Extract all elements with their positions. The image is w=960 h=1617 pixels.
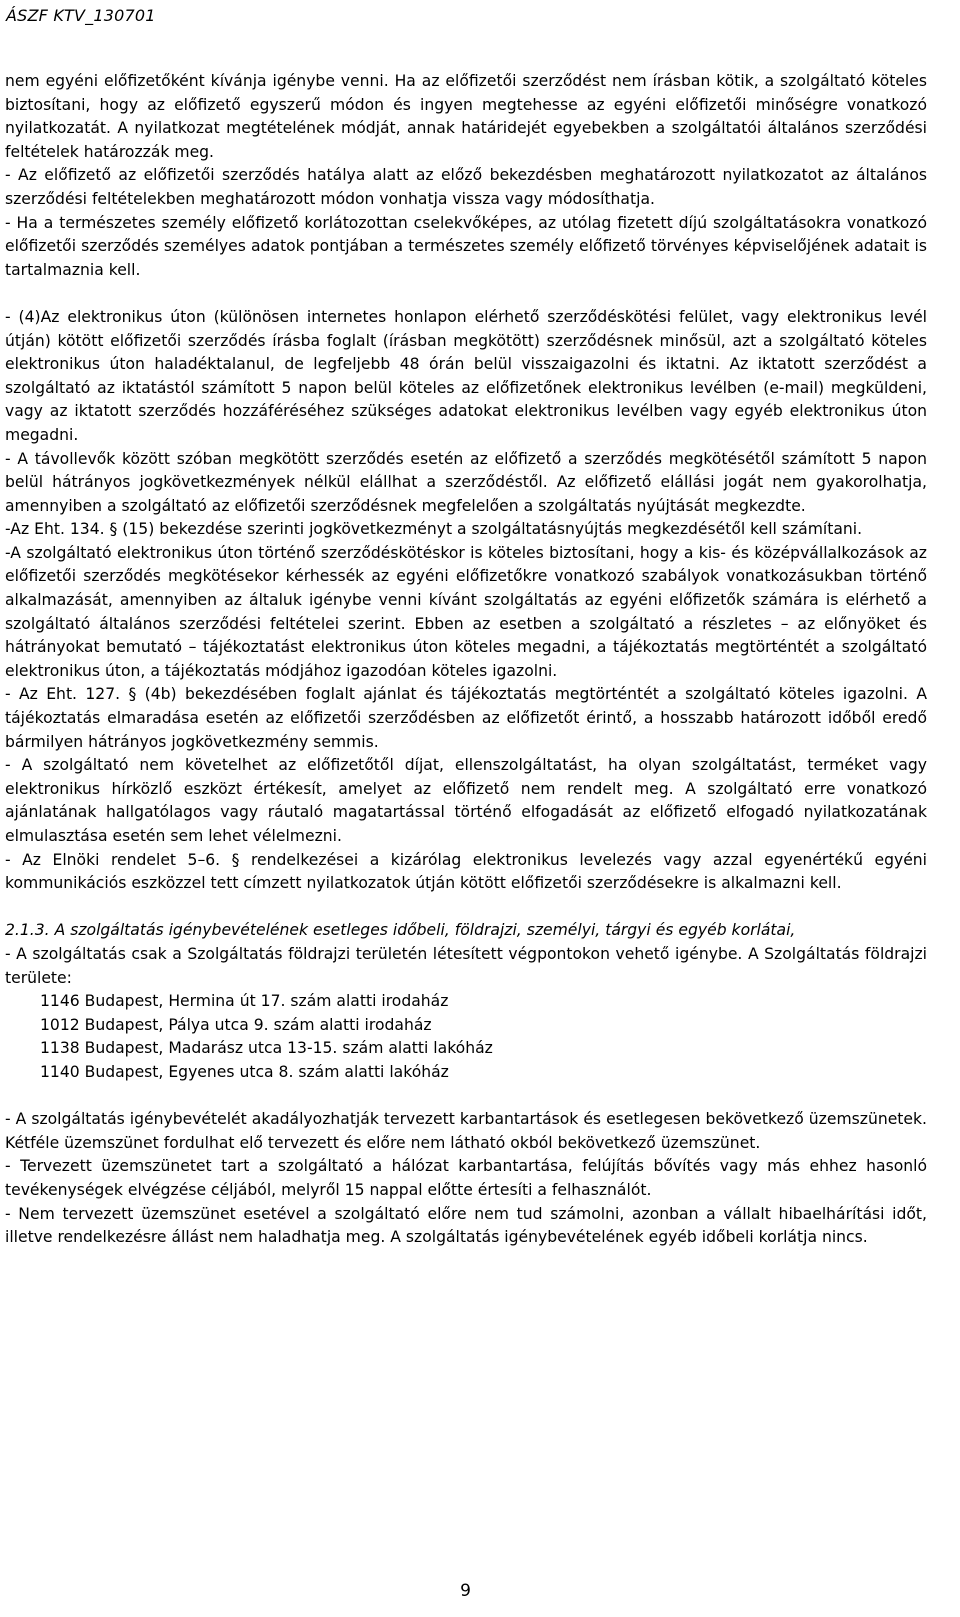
address-item: 1146 Budapest, Hermina út 17. szám alatti irodaház xyxy=(40,992,449,1011)
document-body xyxy=(5,70,927,1250)
address-item: 1140 Budapest, Egyenes utca 8. szám alatti lakóház xyxy=(40,1062,449,1081)
spacer xyxy=(5,1085,927,1109)
spacer xyxy=(5,282,927,306)
paragraph: - A távollevők között szóban megkötött szerződés esetén az előfizető a szerződés megkötésétől számított 5 napon belül hátrányos jogkövetkezmények nélkül elállhat a szerződéstől. Az előfizető elállási jogát nem gyakorolhatja, amennyiben a szolgáltató az előfizetői szerződésnek megfelelően a szolgáltatás nyújtását megkezdte. xyxy=(5,449,927,515)
indented-paragraph: - Nem tervezett üzemszünet esetével a szolgáltató előre nem tud számolni, azonban a vállalt hibaelhárítási időt, illetve rendelkezésre állást nem haladhatja meg. A szolgáltatás igénybevételének egyéb időbeli korlátja nincs. xyxy=(5,1204,927,1247)
document-header: ÁSZF KTV_130701 xyxy=(6,6,156,25)
paragraph: - A szolgáltató nem követelhet az előfizetőtől díjat, ellenszolgáltatást, ha olyan szolgáltatást, terméket vagy elektronikus hírközlő eszközt értékesít, amelyet az előfizető nem rendelt meg. A szolgáltató erre vonatkozó ajánlatának hallgatólagos vagy ráutaló magatartással történő elfogadását az előfizető elfogadó nyilatkozatának elmulasztása esetén sem lehet vélelmezni. xyxy=(5,756,927,845)
paragraph: - A szolgáltatás csak a Szolgáltatás földrajzi területén létesített végpontokon vehető igénybe. A Szolgáltatás földrajzi területe: xyxy=(5,944,927,987)
paragraph: - A szolgáltatás igénybevételét akadályozhatják tervezett karbantartások és esetlegesen bekövetkező üzemszünetek. Kétféle üzemszünet fordulhat elő tervezett és előre nem látható okból bekövetkező üzemszünet. xyxy=(5,1110,927,1152)
paragraph: - Ha a természetes személy előfizető korlátozottan cselekvőképes, az utólag fizetett díjú szolgáltatásokra vonatkozó előfizetői szerződés személyes adatok pontjában a természetes személy előfizető törvényes képviselőjének adatait is tartalmaznia kell. xyxy=(5,213,927,279)
address-list xyxy=(40,990,927,1084)
section-heading: 2.1.3. A szolgáltatás igénybevételének esetleges időbeli, földrajzi, személyi, tárgyi és egyéb korlátai, xyxy=(5,921,796,940)
paragraph: - Az előfizető az előfizetői szerződés hatálya alatt az előző bekezdésben meghatározott nyilatkozatot az általános szerződési feltételekben meghatározott módon vonhatja vissza vagy módosíthatja. xyxy=(5,166,927,208)
paragraph: nem egyéni előfizetőként kívánja igénybe venni. Ha az előfizetői szerződést nem írásban kötik, a szolgáltató köteles biztosítani, hogy az előfizető egyszerű módon és ingyen megtehesse az egyéni előfizetői minőségre vonatkozó nyilatkozatát. A nyilatkozat megtételének módját, annak határidejét egyebekben a szolgáltatói általános szerződési feltételek határozzák meg. xyxy=(5,72,927,161)
paragraph: - Az Elnöki rendelet 5–6. § rendelkezései a kizárólag elektronikus levelezés vagy azzal egyenértékű egyéni kommunikációs eszközzel tett címzett nyilatkozatok útján kötött előfizetői szerződésekre is alkalmazni kell. xyxy=(5,850,927,893)
paragraph: -A szolgáltató elektronikus úton történő szerződéskötéskor is köteles biztosítani, hogy a kis- és középvállalkozások az előfizetői szerződés megkötésekor kérhessék az egyéni előfizetőkre vonatkozó szabályok vonatkozásukban történő alkalmazását, amennyiben az általuk igénybe venni kívánt szolgáltatás az egyéni előfizetők számára is elérhető a szolgáltató általános szerződési feltételei szerint. Ebben az esetben a szolgáltató a részletes – az előnyöket és hátrányokat bemutató – tájékoztatást elektronikus úton köteles megadni, a tájékoztatás megtörténtét a szolgáltató elektronikus úton, a tájékoztatás módjához igazodóan köteles igazolni. xyxy=(5,543,927,680)
indented-paragraph: - Tervezett üzemszünetet tart a szolgáltató a hálózat karbantartása, felújítás bővítés vagy más ehhez hasonló tevékenységek elvégzése céljából, melyről 15 nappal előtte értesíti a felhasználót. xyxy=(5,1157,927,1199)
page-number: 9 xyxy=(460,1581,471,1601)
paragraph: - (4)Az elektronikus úton (különösen internetes honlapon elérhető szerződéskötési felület, vagy elektronikus levél útján) kötött előfizetői szerződés írásba foglalt (írásban megkötött) szerződésnek minősül, azt a szolgáltató köteles elektronikus úton haladéktalanul, de legfeljebb 48 órán belül visszaigazolni és iktatni. Az iktatott szerződést a szolgáltató az iktatástól számított 5 napon belül köteles az előfizetőnek elektronikus levélben (e-mail) megküldeni, vagy az iktatott szerződés hozzáféréséhez szükséges adatokat elektronikus levélben vagy egyéb elektronikus úton megadni. xyxy=(5,307,927,444)
spacer xyxy=(5,896,927,920)
paragraph: - Az Eht. 127. § (4b) bekezdésében foglalt ajánlat és tájékoztatás megtörténtét a szolgáltató köteles igazolni. A tájékoztatás elmaradása esetén az előfizetői szerződésben az előfizetőt érintő, a hosszabb határozott időből eredő bármilyen hátrányos jogkövetkezmény semmis. xyxy=(5,685,927,751)
address-item: 1138 Budapest, Madarász utca 13-15. szám alatti lakóház xyxy=(40,1039,493,1058)
address-item: 1012 Budapest, Pálya utca 9. szám alatti irodaház xyxy=(40,1015,432,1034)
paragraph: -Az Eht. 134. § (15) bekezdése szerinti jogkövetkezményt a szolgáltatásnyújtás megkezdésétől kell számítani. xyxy=(5,520,863,539)
